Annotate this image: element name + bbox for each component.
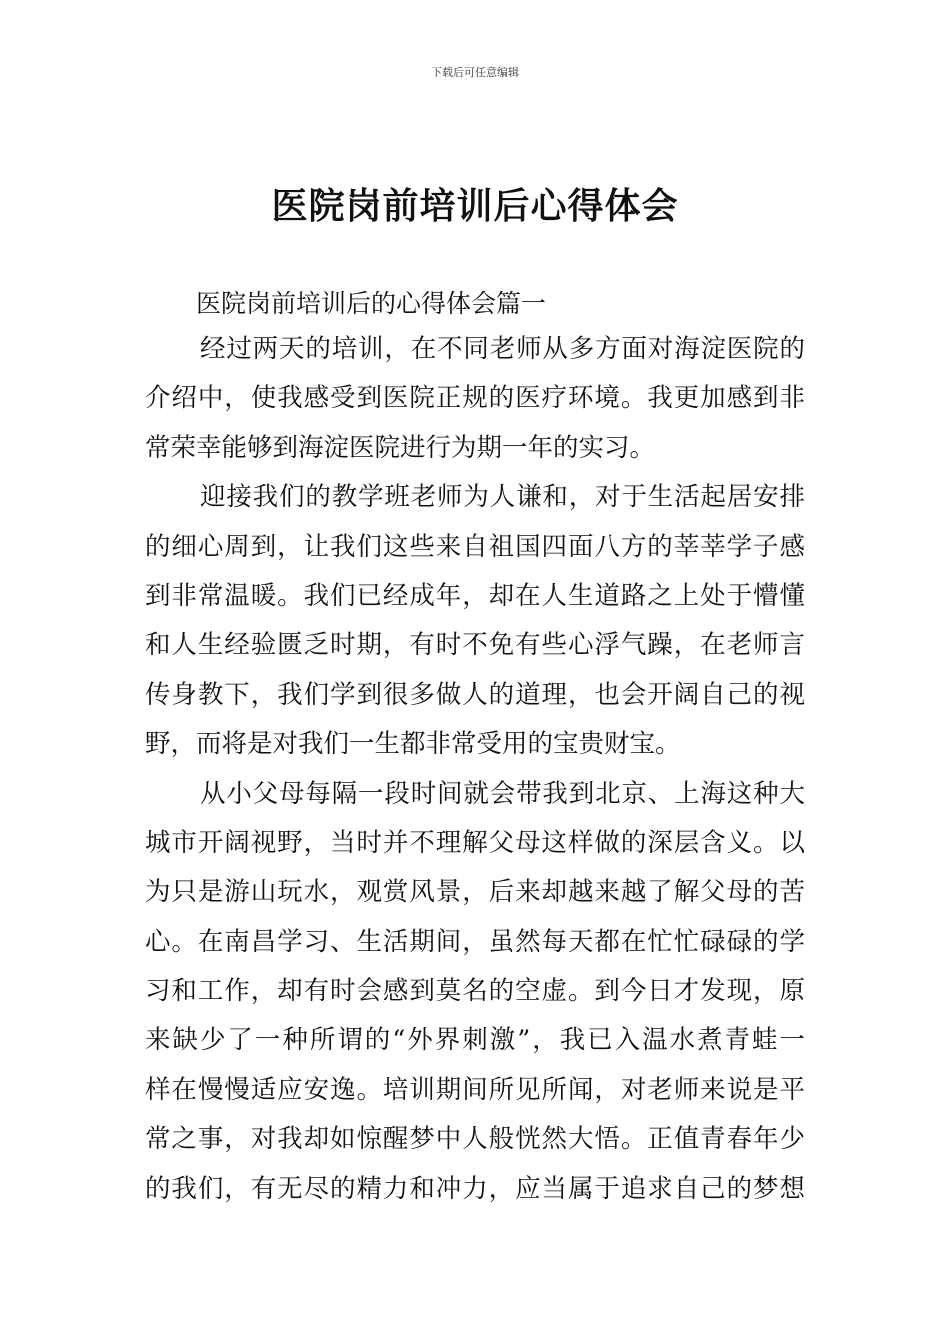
document-body <box>145 325 805 1214</box>
section-heading: 医院岗前培训后的心得体会篇一 <box>196 289 547 318</box>
paragraph <box>145 325 805 473</box>
text-line: 常之事，对我却如惊醒梦中人般恍然大悟。正值青春年少 <box>145 1124 805 1155</box>
text-line: 到非常温暖。我们已经成年，却在人生道路之上处于懵懂 <box>145 580 805 611</box>
text-line: 习和工作，却有时会感到莫名的空虚。到今日才发现，原 <box>145 976 805 1007</box>
text-line: 样在慢慢适应安逸。培训期间所见所闻，对老师来说是平 <box>145 1074 805 1105</box>
text-line: 传身教下，我们学到很多做人的道理，也会开阔自己的视 <box>145 679 805 710</box>
text-line: 野，而将是对我们一生都非常受用的宝贵财宝。 <box>145 729 681 760</box>
text-line: 从小父母每隔一段时间就会带我到北京、上海这种大 <box>200 778 805 809</box>
text-line: 的我们，有无尽的精力和冲力，应当属于追求自己的梦想 <box>145 1173 805 1204</box>
text-line: 和人生经验匮乏时期，有时不免有些心浮气躁，在老师言 <box>145 630 805 661</box>
paragraph <box>145 473 805 769</box>
header-note: 下载后可任意编辑 <box>431 66 519 79</box>
paragraph <box>145 770 805 1215</box>
text-line: 经过两天的培训，在不同老师从多方面对海淀医院的 <box>200 334 805 364</box>
document-title: 医院岗前培训后心得体会 <box>271 185 679 227</box>
text-line: 城市开阔视野，当时并不理解父母这样做的深层含义。以 <box>145 827 805 858</box>
text-line: 心。在南昌学习、生活期间，虽然每天都在忙忙碌碌的学 <box>145 926 805 957</box>
text-line: 迎接我们的教学班老师为人谦和，对于生活起居安排 <box>200 482 805 513</box>
text-line: 来缺少了一种所谓的“外界刺激”，我已入温水煮青蛙一 <box>145 1025 805 1056</box>
text-line: 介绍中，使我感受到医院正规的医疗环境。我更加感到非 <box>145 383 805 414</box>
text-line: 为只是游山玩水，观赏风景，后来却越来越了解父母的苦 <box>145 877 805 908</box>
text-line: 的细心周到，让我们这些来自祖国四面八方的莘莘学子感 <box>145 531 805 562</box>
text-line: 常荣幸能够到海淀医院进行为期一年的实习。 <box>145 432 656 463</box>
